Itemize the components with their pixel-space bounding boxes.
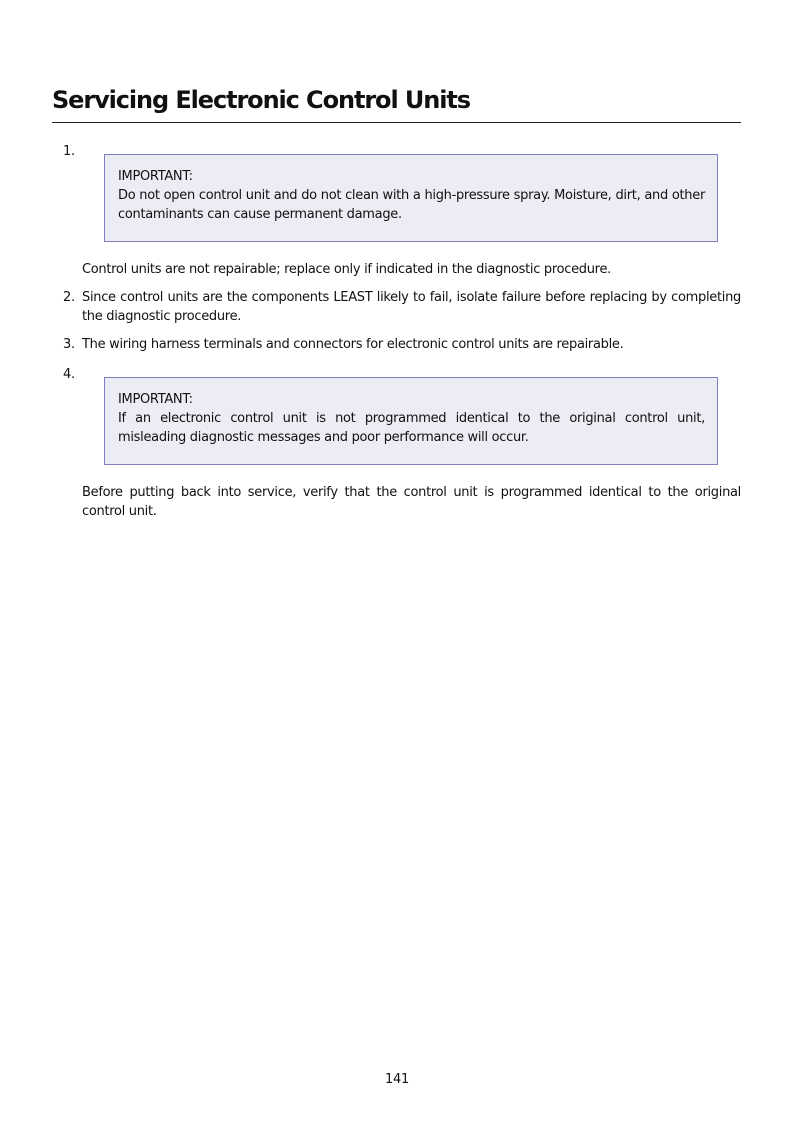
title-divider	[52, 122, 741, 123]
notice-heading: IMPORTANT:	[118, 169, 193, 184]
step-text: Control units are not repairable; replace only if indicated in the diagnostic procedure.	[82, 262, 611, 277]
notice-text: If an electronic control unit is not programmed identical to the original control unit, misleading diagnostic messages and poor performance will occur.	[118, 411, 705, 445]
step-text: The wiring harness terminals and connectors for electronic control units are repairable.	[82, 337, 624, 352]
page-title: Servicing Electronic Control Units	[52, 86, 470, 114]
step-number: 2.	[63, 290, 75, 305]
important-notice-box	[104, 377, 718, 465]
step-number: 3.	[63, 337, 75, 352]
important-notice-box	[104, 154, 718, 242]
notice-heading: IMPORTANT:	[118, 392, 193, 407]
step-text: Before putting back into service, verify that the control unit is programmed identical to the original control unit.	[82, 485, 741, 519]
step-number: 1.	[63, 144, 75, 159]
step-number: 4.	[63, 367, 75, 382]
notice-text: Do not open control unit and do not clean with a high-pressure spray. Moisture, dirt, and other contaminants can cause permanent damage.	[118, 188, 705, 222]
step-text: Since control units are the components LEAST likely to fail, isolate failure before replacing by completing the diagnostic procedure.	[82, 290, 741, 324]
page-number: 141	[385, 1072, 409, 1087]
